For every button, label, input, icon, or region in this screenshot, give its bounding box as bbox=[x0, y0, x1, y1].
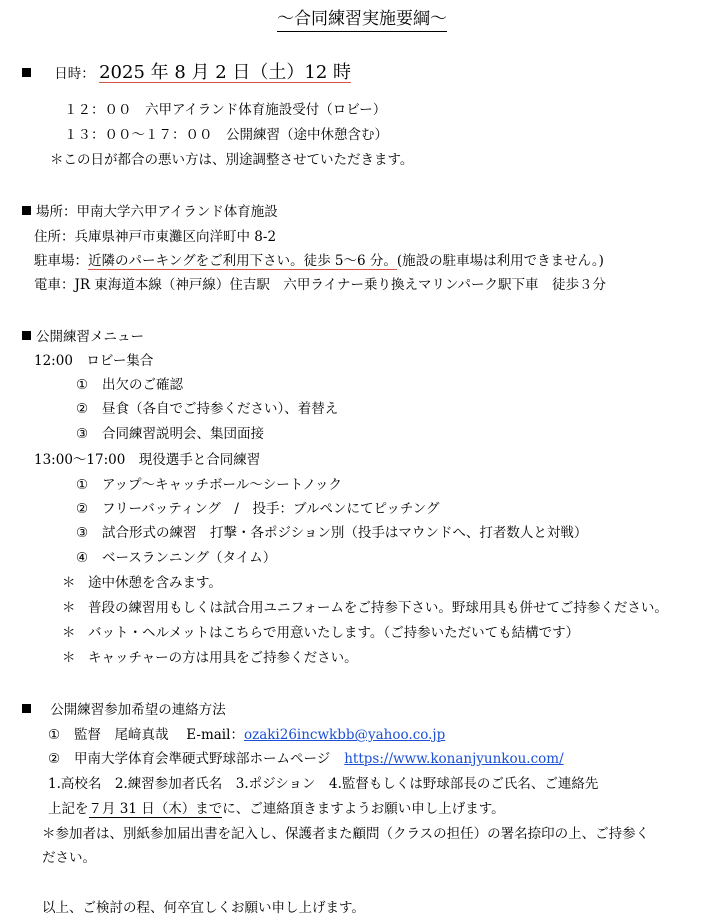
contact-item-2 bbox=[48, 750, 564, 768]
list-number: ② bbox=[76, 501, 89, 517]
asterisk-mark: ＊ bbox=[62, 575, 76, 591]
parking-prefix: 駐車場： bbox=[34, 253, 88, 269]
place-row bbox=[22, 203, 278, 221]
closing-line: 以上、ご検討の程、何卒宜しくお願い申し上げます。 bbox=[42, 900, 365, 916]
square-bullet-icon bbox=[22, 331, 31, 340]
note-text: バット・ヘルメットはこちらで用意いたします。（ご持参いただいても結構です） bbox=[88, 625, 580, 641]
place-label: 場所：甲南大学六甲アイランド体育施設 bbox=[36, 204, 278, 220]
square-bullet-icon bbox=[22, 704, 31, 713]
note-text: 途中休憩を含みます。 bbox=[88, 575, 222, 591]
list-number: ① bbox=[76, 377, 89, 393]
menu-heading: 公開練習メニュー bbox=[36, 329, 144, 345]
list-item bbox=[76, 500, 439, 518]
list-number: ① bbox=[76, 477, 89, 493]
square-bullet-icon bbox=[22, 68, 31, 77]
list-text: 試合形式の練習 打撃・各ポジション別（投手はマウンドへ、打者数人と対戦） bbox=[102, 525, 588, 541]
contact-homepage-label: 甲南大学体育会準硬式野球部ホームページ bbox=[74, 751, 331, 767]
date-row bbox=[22, 64, 351, 83]
schedule-line-2: １３：００〜１７：００ 公開練習（途中休憩含む） bbox=[64, 127, 388, 143]
list-number: ① bbox=[48, 727, 61, 743]
parking-suffix: (施設の駐車場は利用できません。) bbox=[396, 253, 604, 269]
contact-note-line-1: ＊参加者は、別紙参加届出書を記入し、保護者また顧問（クラスの担任）の署名捺印の上、ご持参く bbox=[42, 826, 650, 842]
schedule-line-1: １２：００ 六甲アイランド体育施設受付（ロビー） bbox=[64, 102, 387, 118]
list-item bbox=[76, 476, 342, 494]
contact-heading-row bbox=[22, 701, 226, 719]
page-title bbox=[0, 8, 724, 32]
list-number: ② bbox=[76, 401, 89, 417]
menu-block2-time: 13:00〜17:00 現役選手と合同練習 bbox=[34, 452, 261, 468]
contact-note-line-2: ださい。 bbox=[42, 850, 96, 866]
homepage-link[interactable]: https://www.konanjyunkou.com/ bbox=[344, 751, 564, 767]
list-item bbox=[76, 400, 338, 418]
note-text: 普段の練習用もしくは試合用ユニフォームをご持参下さい。野球用具も併せてご持参ください。 bbox=[88, 600, 668, 616]
note-item bbox=[62, 624, 579, 642]
note-text: キャッチャーの方は用具をご持参ください。 bbox=[88, 650, 358, 666]
parking-line bbox=[34, 252, 604, 270]
asterisk-mark: ＊ bbox=[62, 625, 76, 641]
asterisk-mark: ＊ bbox=[62, 600, 76, 616]
date-value: 2025 年 8 月 2 日（土）12 時 bbox=[99, 62, 352, 83]
note-item bbox=[62, 649, 358, 667]
menu-block1-time: 12:00 ロビー集合 bbox=[34, 353, 154, 369]
list-text: 出欠のご確認 bbox=[102, 377, 183, 393]
contact-item-1 bbox=[48, 726, 445, 744]
deadline-line bbox=[48, 800, 505, 818]
contact-heading: 公開練習参加希望の連絡方法 bbox=[50, 702, 226, 718]
note-item bbox=[62, 599, 668, 617]
list-number: ③ bbox=[76, 426, 89, 442]
menu-heading-row bbox=[22, 328, 144, 346]
contact-coach: 監督 尾﨑真哉 E-mail： bbox=[74, 727, 244, 743]
list-text: アップ〜キャッチボール〜シートノック bbox=[102, 477, 343, 493]
page-title-text: 〜合同練習実施要綱〜 bbox=[277, 8, 447, 32]
list-text: ベースランニング（タイム） bbox=[102, 550, 277, 566]
date-label: 日時： bbox=[54, 66, 95, 82]
list-number: ② bbox=[48, 751, 61, 767]
email-link[interactable]: ozaki26incwkbb@yahoo.co.jp bbox=[243, 727, 446, 743]
list-item bbox=[76, 376, 183, 394]
list-item bbox=[76, 425, 264, 443]
deadline-prefix: 上記を bbox=[48, 801, 89, 817]
square-bullet-icon bbox=[22, 206, 31, 215]
list-item bbox=[76, 549, 276, 567]
parking-underlined: 近隣のパーキングをご利用下さい。徒歩 5〜6 分。 bbox=[88, 253, 397, 269]
list-text: 合同練習説明会、集団面接 bbox=[102, 426, 264, 442]
list-number: ④ bbox=[76, 550, 89, 566]
date-note: ＊この日が都合の悪い方は、別途調整させていただきます。 bbox=[50, 152, 414, 168]
train-line: 電車：JR 東海道本線（神戸線）住吉駅 六甲ライナー乗り換えマリンパーク駅下車 徒歩３分 bbox=[34, 277, 607, 293]
deadline-date: ７月 31 日（木）まで bbox=[88, 801, 223, 817]
deadline-suffix: に、ご連絡頂きますようお願い申し上げます。 bbox=[222, 801, 505, 817]
list-number: ③ bbox=[76, 525, 89, 541]
asterisk-mark: ＊ bbox=[62, 650, 76, 666]
contact-fields: 1.高校名 2.練習参加者氏名 3.ポジション 4.監督もしくは野球部長のご氏名、ご連絡先 bbox=[48, 776, 599, 792]
address-line: 住所：兵庫県神戸市東灘区向洋町中 8-2 bbox=[34, 229, 277, 245]
list-text: フリーバッティング / 投手：ブルペンにてピッチング bbox=[102, 501, 440, 517]
list-item bbox=[76, 524, 587, 542]
note-item bbox=[62, 574, 222, 592]
list-text: 昼食（各自でご持参ください）、着替え bbox=[102, 401, 339, 417]
